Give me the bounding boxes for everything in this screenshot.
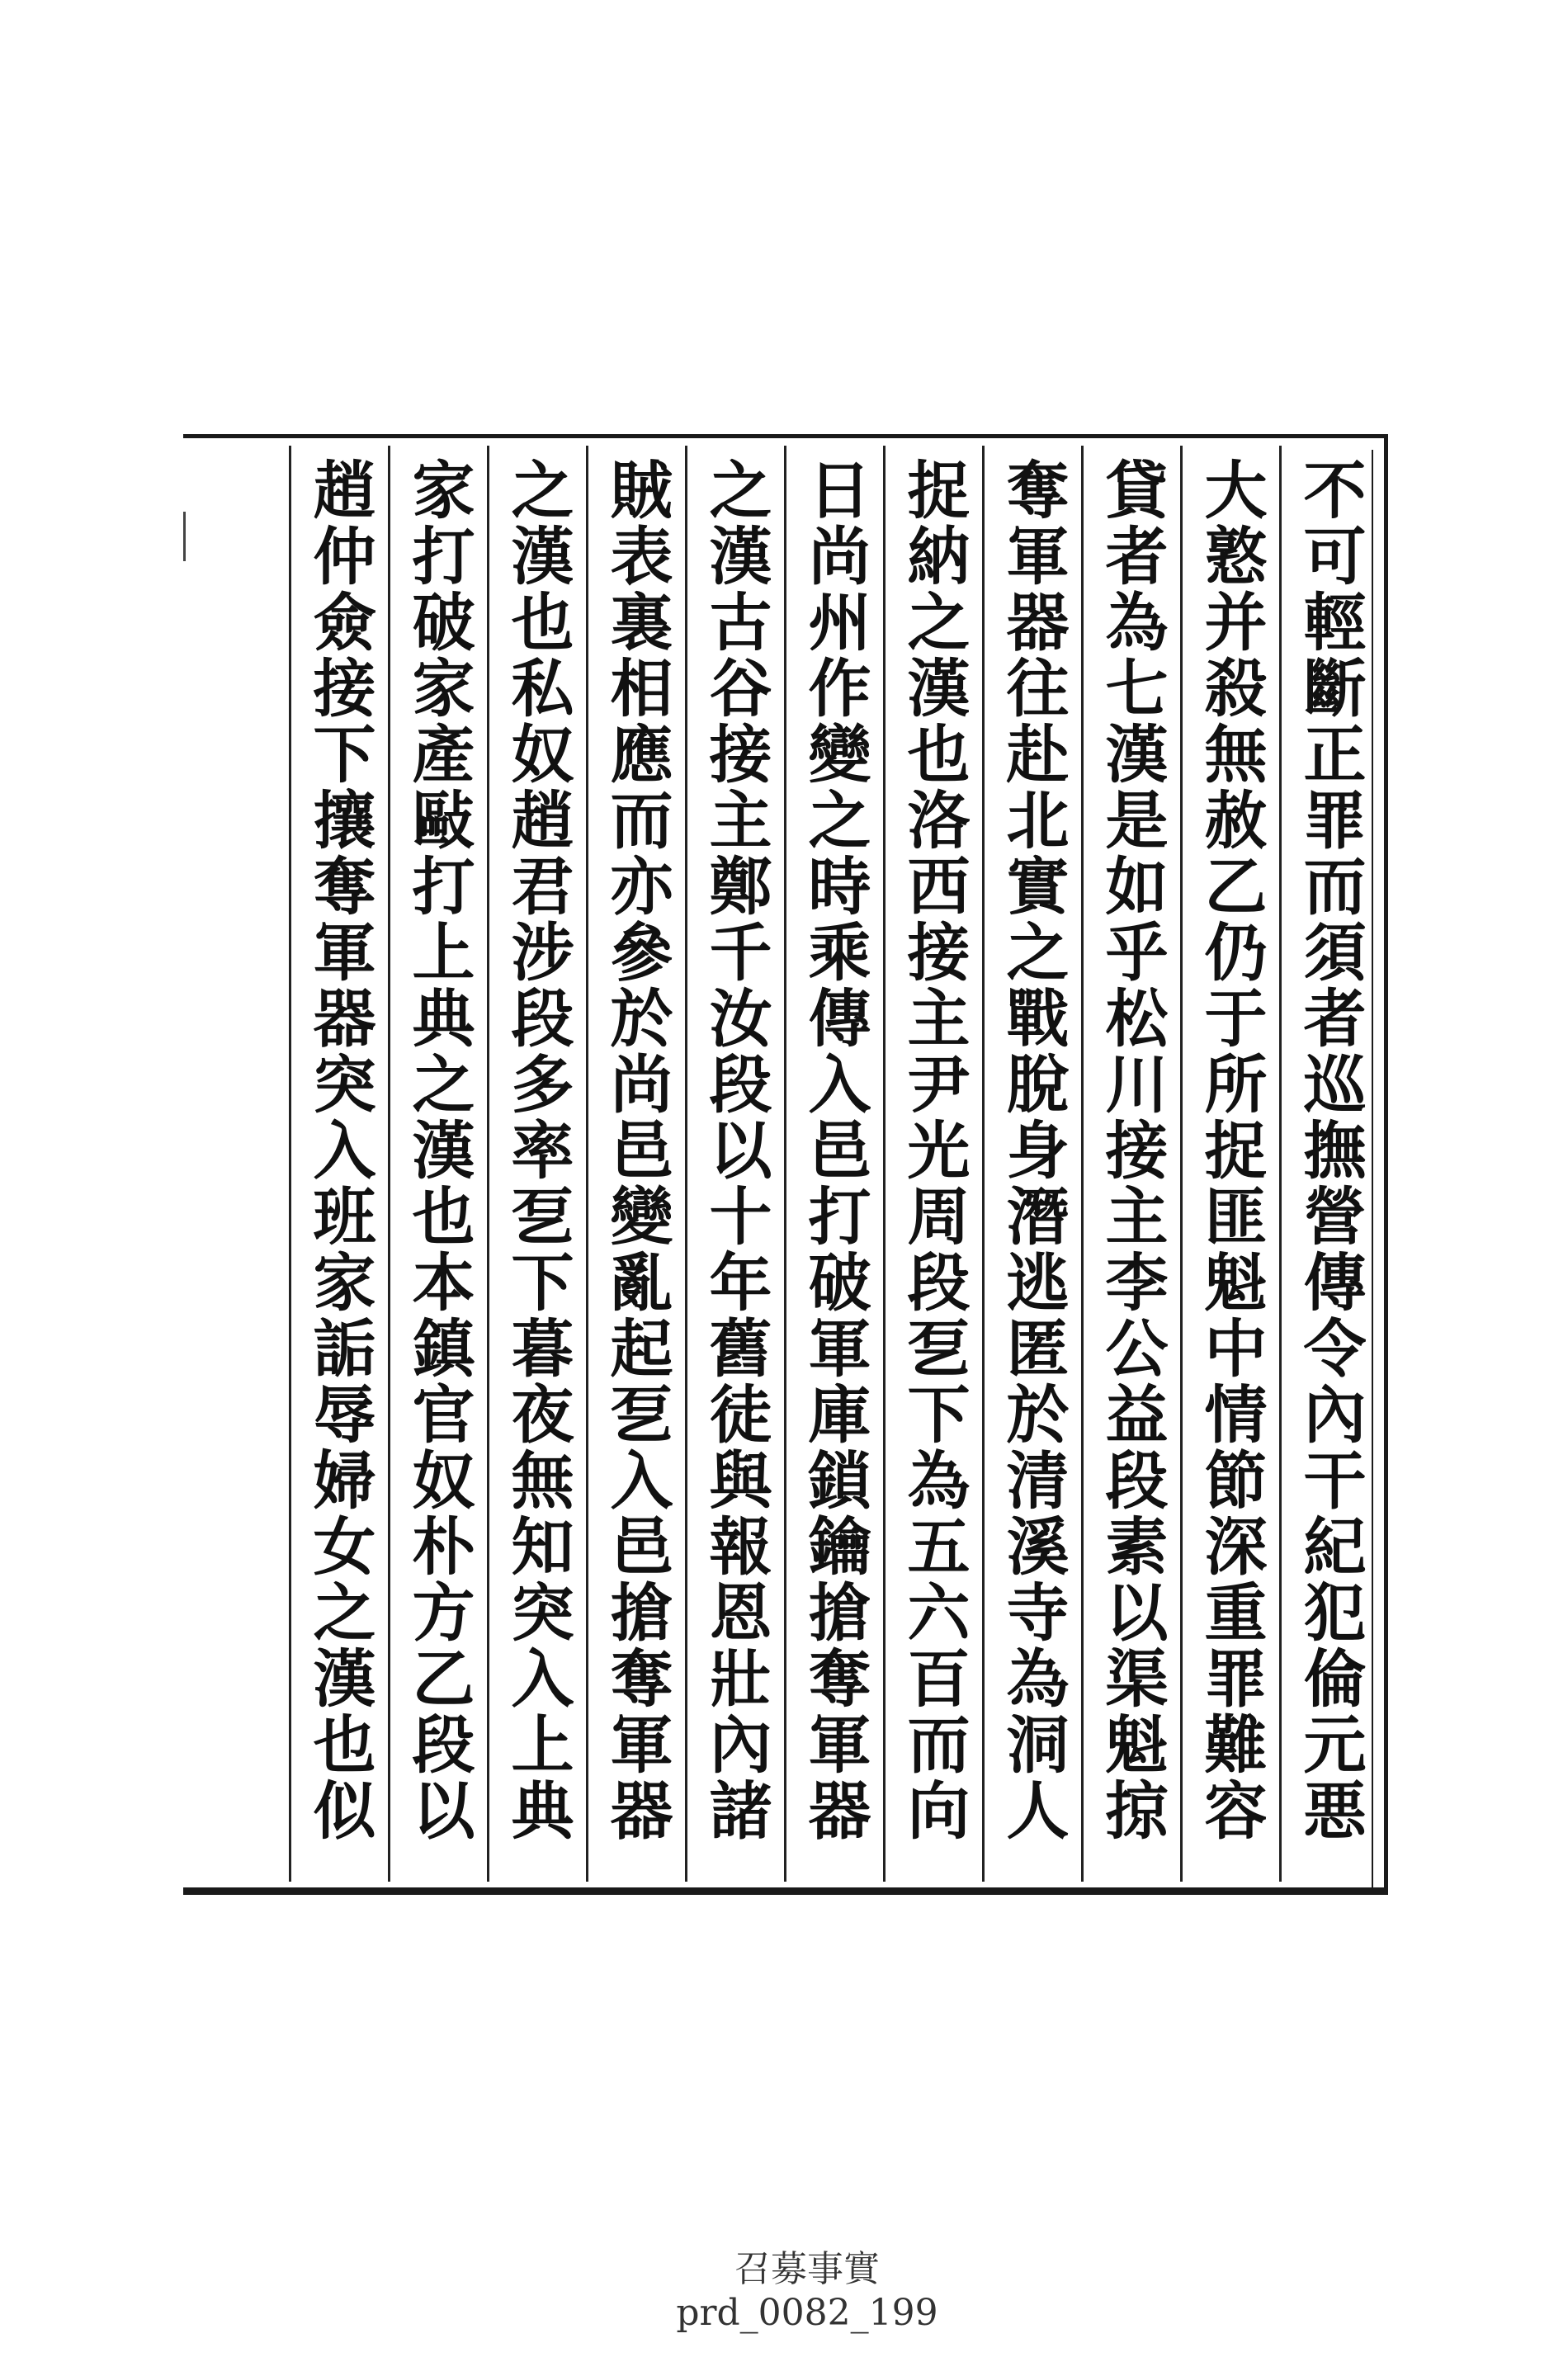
text-block <box>190 446 1378 1882</box>
margin-mark <box>183 512 186 561</box>
text-column-3 <box>1081 446 1172 1882</box>
text-column-1 <box>1279 446 1370 1882</box>
column-text: 之漢也私奴趙君涉段多率乭下暮夜無知突入上典 <box>501 457 574 1844</box>
column-text: 貸者為七漢是如乎松川接主李公益段素以渠魁掠 <box>1095 457 1169 1844</box>
text-column-5 <box>883 446 974 1882</box>
page-caption <box>0 2197 1568 2376</box>
column-text: 之漢古谷接主鄭千汝段以十年舊徒與報恩壯內諸 <box>699 457 772 1844</box>
caption-code: prd_0082_199 <box>676 2292 938 2334</box>
column-text: 奪軍器往赴北實之戰脫身潛逃匿於清溪寺為洞人 <box>996 457 1070 1844</box>
text-column-4 <box>982 446 1073 1882</box>
text-column-2 <box>1180 446 1271 1882</box>
column-text: 日尚州作變之時乘傳入邑打破軍庫鎖鑰搶奪軍器 <box>798 457 871 1844</box>
text-column-6 <box>784 446 875 1882</box>
column-text: 不可輕斷正罪而須者巡撫營傳令內干紀犯倫元悪 <box>1293 457 1367 1844</box>
text-column-11 <box>289 446 380 1882</box>
text-column-10 <box>388 446 479 1882</box>
column-text: 趙仲僉接下攘奪軍器突入班家詬辱婦女之漢也似 <box>303 457 376 1844</box>
text-column-9 <box>487 446 578 1882</box>
column-text: 捉納之漢也洛西接主尹光周段乭下為五六百而向 <box>897 457 971 1844</box>
bottom-rule <box>183 1887 1388 1891</box>
text-column-7 <box>685 446 776 1882</box>
caption-title: 召募事實 <box>734 2248 880 2290</box>
column-text: 賊表裏相應而亦參於尚邑變亂起乭入邑搶奪軍器 <box>600 457 673 1844</box>
column-text: 大憝并殺無赦乙仍于所捉匪魁中情節深重罪難容 <box>1194 457 1268 1844</box>
column-text: 家打破家產敺打上典之漢也本鎮官奴朴方乙段以 <box>402 457 475 1844</box>
text-column-8 <box>586 446 677 1882</box>
